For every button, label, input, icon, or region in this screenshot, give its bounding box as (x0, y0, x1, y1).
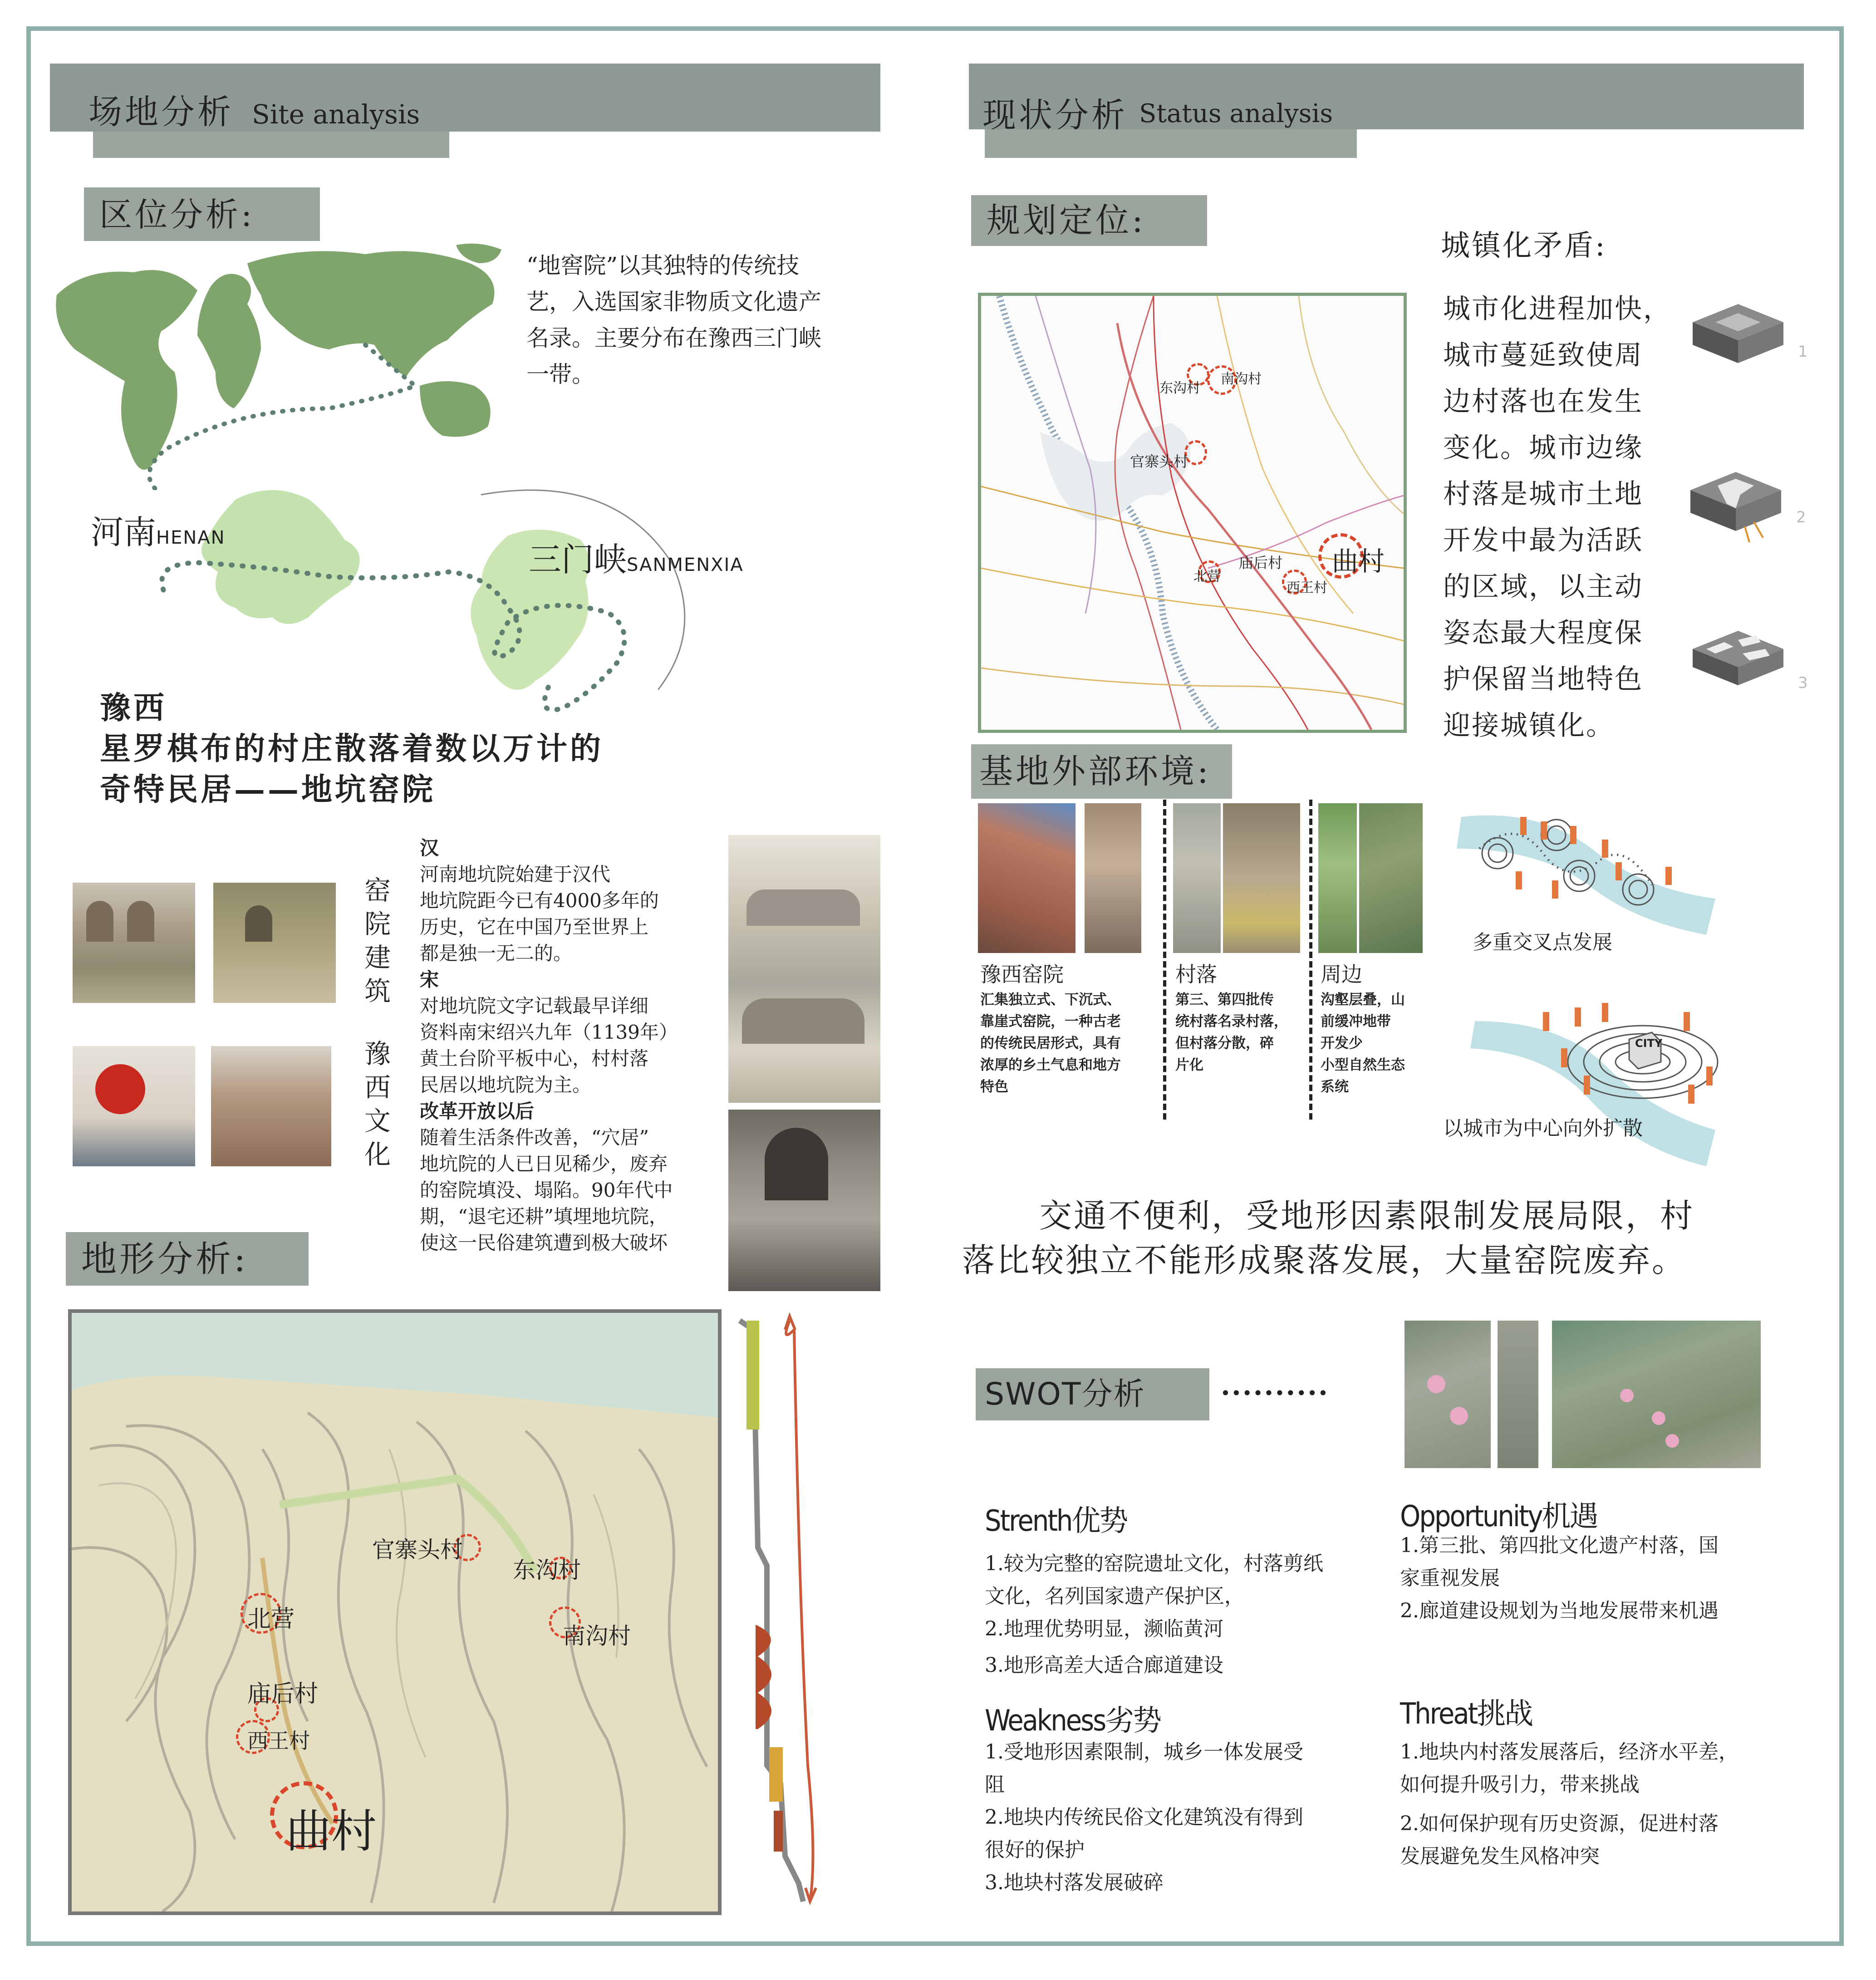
sanmenxia-label (529, 533, 744, 580)
terrain-label-donggou: 东沟村 (513, 1557, 581, 1583)
swot-strength-list (985, 1548, 1323, 1682)
env-line: 统村落名录村落， (1175, 1013, 1288, 1030)
terrain-title: 地形分析: (66, 1232, 309, 1286)
silk-route-dots (149, 345, 415, 490)
block-step-3: 3 (1798, 674, 1808, 692)
conclusion-line: 落比较独立不能形成聚落发展，大量窑院废弃。 (962, 1241, 1687, 1279)
urbanization-line: 的区域，以主动 (1443, 571, 1643, 603)
headline-line: 奇特民居——地坑窑院 (100, 771, 436, 808)
intro-line: 名录。主要分布在豫西三门峡 (526, 325, 821, 351)
env-line: 前缓冲地带 (1321, 1013, 1391, 1030)
urbanization-line: 城市化进程加快， (1443, 293, 1672, 325)
env-photo-stream (1318, 803, 1357, 953)
location-headline (100, 688, 604, 810)
henan-label (91, 506, 226, 553)
block-icon-fragmented (1688, 622, 1788, 699)
swot-line: 如何提升吸引力，带来挑战 (1400, 1773, 1640, 1796)
env-village-title: 村落 (1175, 962, 1217, 987)
swot-line: 很好的保护 (985, 1838, 1085, 1862)
swot-line: 家重视发展 (1400, 1567, 1500, 1590)
history-line: 历史，它在中国乃至世界上 (420, 916, 649, 938)
henan-zh: 河南 (91, 513, 157, 551)
urbanization-text (1443, 286, 1672, 749)
headline-line: 星罗棋布的村庄散落着数以万计的 (100, 731, 604, 767)
swot-line: 2.地理优势明显，濒临黄河 (985, 1617, 1223, 1641)
right-header-bar (969, 64, 1804, 135)
env-surroundings-title: 周边 (1321, 962, 1362, 987)
swot-opportunity-list (1400, 1529, 1719, 1627)
vertical-label-architecture (363, 874, 392, 1008)
swot-threat-title: Threat挑战 (1400, 1697, 1532, 1731)
swot-line: 1.较为完整的窑院遗址文化，村落剪纸 (985, 1552, 1323, 1575)
history-text (420, 835, 678, 1256)
history-line: 地坑院距今已有4000多年的 (420, 889, 659, 912)
swot-weakness-title: Weakness劣势 (985, 1704, 1161, 1738)
vchar: 窑 (364, 875, 391, 906)
history-line: 河南地坑院始建于汉代 (420, 863, 611, 885)
multi-node-diagram (1452, 799, 1724, 944)
env-cave-desc (980, 989, 1121, 1098)
env-line: 沟壑层叠，山 (1321, 992, 1405, 1008)
swot-line: 1.地块内村落发展落后，经济水平差， (1400, 1740, 1738, 1764)
swot-line: 2.地块内传统民俗文化建筑没有得到 (985, 1806, 1303, 1829)
env-column-surroundings (1321, 960, 1405, 1098)
planning-label-qucun: 曲村 (1332, 546, 1385, 577)
vchar: 建 (364, 942, 391, 973)
env-surroundings-desc (1321, 989, 1405, 1098)
world-map (48, 236, 529, 490)
swot-satellite-2 (1498, 1321, 1538, 1468)
env-photo-cave-2 (1085, 803, 1141, 953)
env-village-desc (1175, 989, 1288, 1076)
conclusion-text (962, 1194, 1694, 1282)
intro-line: “地窖院”以其独特的传统技 (526, 252, 800, 279)
planning-map (978, 293, 1407, 733)
env-column-village (1175, 960, 1288, 1076)
terrain-section (731, 1312, 880, 1911)
swot-line: 文化，名列国家遗产保护区， (985, 1585, 1244, 1608)
history-line: 期，“退宅还耕”填埋地坑院， (420, 1205, 668, 1228)
urbanization-title: 城镇化矛盾: (1441, 229, 1607, 263)
history-line: 黄土台阶平板中心，村村落 (420, 1047, 649, 1070)
terrain-label-xiwang: 西王村 (247, 1729, 310, 1753)
swot-line: 阻 (985, 1773, 1005, 1796)
right-header-zh: 现状分析 (982, 96, 1128, 135)
env-line: 汇集独立式、下沉式、 (980, 992, 1121, 1008)
intro-line: 艺，入选国家非物质文化遗产 (526, 289, 821, 315)
env-cave-title: 豫西窑院 (980, 962, 1064, 987)
landscape-painting (728, 835, 880, 1103)
terrain-map (68, 1309, 722, 1915)
planning-title: 规划定位: (971, 195, 1207, 246)
env-photo-satellite (1359, 803, 1423, 953)
multi-node-caption: 多重交叉点发展 (1473, 931, 1612, 954)
left-header-en: Site analysis (252, 99, 420, 130)
urbanization-line: 迎接城镇化。 (1443, 710, 1615, 742)
block-step-2: 2 (1796, 508, 1806, 526)
vertical-label-culture (363, 1037, 392, 1171)
left-header-zh: 场地分析 (88, 93, 234, 132)
sanmenxia-zh: 三门峡 (529, 540, 627, 579)
env-photo-village-aerial (1173, 803, 1221, 953)
folk-performance-photo (211, 1046, 331, 1166)
environment-title: 基地外部环境: (971, 744, 1232, 799)
swot-line: 2.廊道建设规划为当地发展带来机遇 (1400, 1599, 1719, 1622)
terrain-label-qucun: 曲村 (286, 1805, 377, 1858)
vchar: 文 (364, 1105, 391, 1136)
city-radiation-caption: 以城市为中心向外扩散 (1443, 1117, 1643, 1140)
continents (56, 244, 501, 470)
planning-label-beiying: 北营 (1193, 569, 1221, 585)
right-header-en: Status analysis (1139, 99, 1333, 128)
planning-label-miaohou: 庙后村 (1239, 554, 1283, 571)
urbanization-line: 开发中最为活跃 (1443, 525, 1643, 556)
terrain-label-nangou: 南沟村 (563, 1623, 631, 1649)
swot-title: SWOT分析 (976, 1368, 1209, 1420)
urbanization-line: 姿态最大程度保 (1443, 617, 1643, 649)
history-period: 宋 (420, 968, 439, 991)
swot-line: 2.如何保护现有历史资源，促进村落 (1400, 1812, 1719, 1835)
planning-label-xiwang: 西王村 (1287, 580, 1327, 596)
swot-line: 发展避免发生风格冲突 (1400, 1845, 1600, 1868)
left-header-bar (50, 64, 880, 132)
history-period: 改革开放以后 (420, 1100, 535, 1122)
swot-threat-list (1400, 1736, 1738, 1873)
history-line: 资料南宋绍兴九年（1139年） (420, 1021, 678, 1043)
paper-cut-photo (73, 1046, 195, 1166)
block-icon-split (1686, 458, 1790, 545)
cave-courtyard-photo-1 (73, 883, 195, 1003)
urbanization-line: 边村落也在发生 (1443, 386, 1643, 418)
block-icon-whole (1688, 295, 1788, 372)
cave-courtyard-photo-2 (213, 883, 336, 1003)
location-intro (526, 247, 821, 393)
env-column-cave (980, 960, 1121, 1098)
env-photo-cave-1 (978, 803, 1076, 953)
urbanization-line: 护保留当地特色 (1443, 663, 1643, 695)
history-line: 的窑院填没、塌陷。90年代中 (420, 1179, 673, 1201)
city-tag: CITY (1635, 1037, 1663, 1050)
urbanization-line: 变化。城市边缘 (1443, 432, 1643, 464)
env-line: 靠崖式窑院，一种古老 (980, 1013, 1121, 1030)
env-line: 系统 (1321, 1079, 1349, 1095)
history-line: 地坑院的人已日见稀少，废弃 (420, 1153, 668, 1175)
vchar: 化 (364, 1139, 391, 1170)
env-separator-1 (1163, 800, 1166, 1120)
swot-weakness-list (985, 1736, 1303, 1899)
history-line: 随着生活条件改善，“穴居” (420, 1126, 649, 1149)
block-step-1: 1 (1798, 343, 1808, 361)
vchar: 豫 (364, 1038, 391, 1069)
swot-line: 3.地形高差大适合廊道建设 (985, 1654, 1223, 1677)
env-line: 第三、第四批传 (1175, 992, 1274, 1008)
env-line: 特色 (980, 1079, 1008, 1095)
conclusion-line: 交通不便利，受地形因素限制发展局限，村 (1039, 1197, 1695, 1235)
history-period: 汉 (420, 837, 439, 859)
swot-line: 1.第三批、第四批文化遗产村落，国 (1400, 1534, 1719, 1557)
vchar: 院 (364, 909, 391, 939)
headline-line: 豫西 (100, 690, 167, 726)
env-line: 但村落分散，碎 (1175, 1035, 1274, 1051)
swot-satellite-1 (1405, 1321, 1491, 1468)
env-line: 开发少 (1321, 1035, 1363, 1051)
swot-opportunity-title: Opportunity机遇 (1400, 1500, 1597, 1533)
location-title: 区位分析: (84, 187, 320, 241)
swot-dots: ·········· (1221, 1377, 1329, 1409)
intro-line: 一带。 (526, 361, 594, 388)
ruined-cave-photo (728, 1110, 880, 1291)
swot-line: 3.地块村落发展破碎 (985, 1871, 1164, 1894)
history-line: 民居以地坑院为主。 (420, 1074, 592, 1096)
vchar: 筑 (364, 976, 391, 1007)
planning-label-nangou: 南沟村 (1221, 371, 1262, 387)
terrain-label-guanzhaitou: 官寨头村 (372, 1537, 463, 1563)
vchar: 西 (364, 1072, 391, 1103)
history-line: 使这一民俗建筑遭到极大破坏 (420, 1232, 668, 1254)
env-separator-2 (1309, 800, 1312, 1120)
history-line: 都是独一无二的。 (420, 942, 573, 964)
henan-en: HENAN (156, 527, 226, 548)
urbanization-line: 城市蔓延致使周 (1443, 339, 1643, 371)
terrain-label-beiying: 北营 (247, 1606, 295, 1633)
planning-label-donggou: 东沟村 (1159, 380, 1200, 396)
sanmenxia-en: SANMENXIA (627, 555, 744, 575)
env-line: 片化 (1175, 1057, 1203, 1073)
swot-satellite-3 (1552, 1321, 1761, 1468)
swot-line: 1.受地形因素限制，城乡一体发展受 (985, 1740, 1303, 1764)
env-photo-village-street (1223, 803, 1300, 953)
env-line: 浓厚的乡土气息和地方 (980, 1057, 1121, 1073)
terrain-label-miaohou: 庙后村 (247, 1680, 319, 1708)
env-line: 小型自然生态 (1321, 1057, 1405, 1073)
swot-strength-title: Strenth优势 (985, 1504, 1127, 1538)
history-line: 对地坑院文字记载最早详细 (420, 995, 649, 1017)
urbanization-line: 村落是城市土地 (1443, 478, 1643, 510)
env-line: 的传统民居形式，具有 (980, 1035, 1121, 1051)
planning-label-guanzhaitou: 官寨头村 (1130, 453, 1188, 470)
